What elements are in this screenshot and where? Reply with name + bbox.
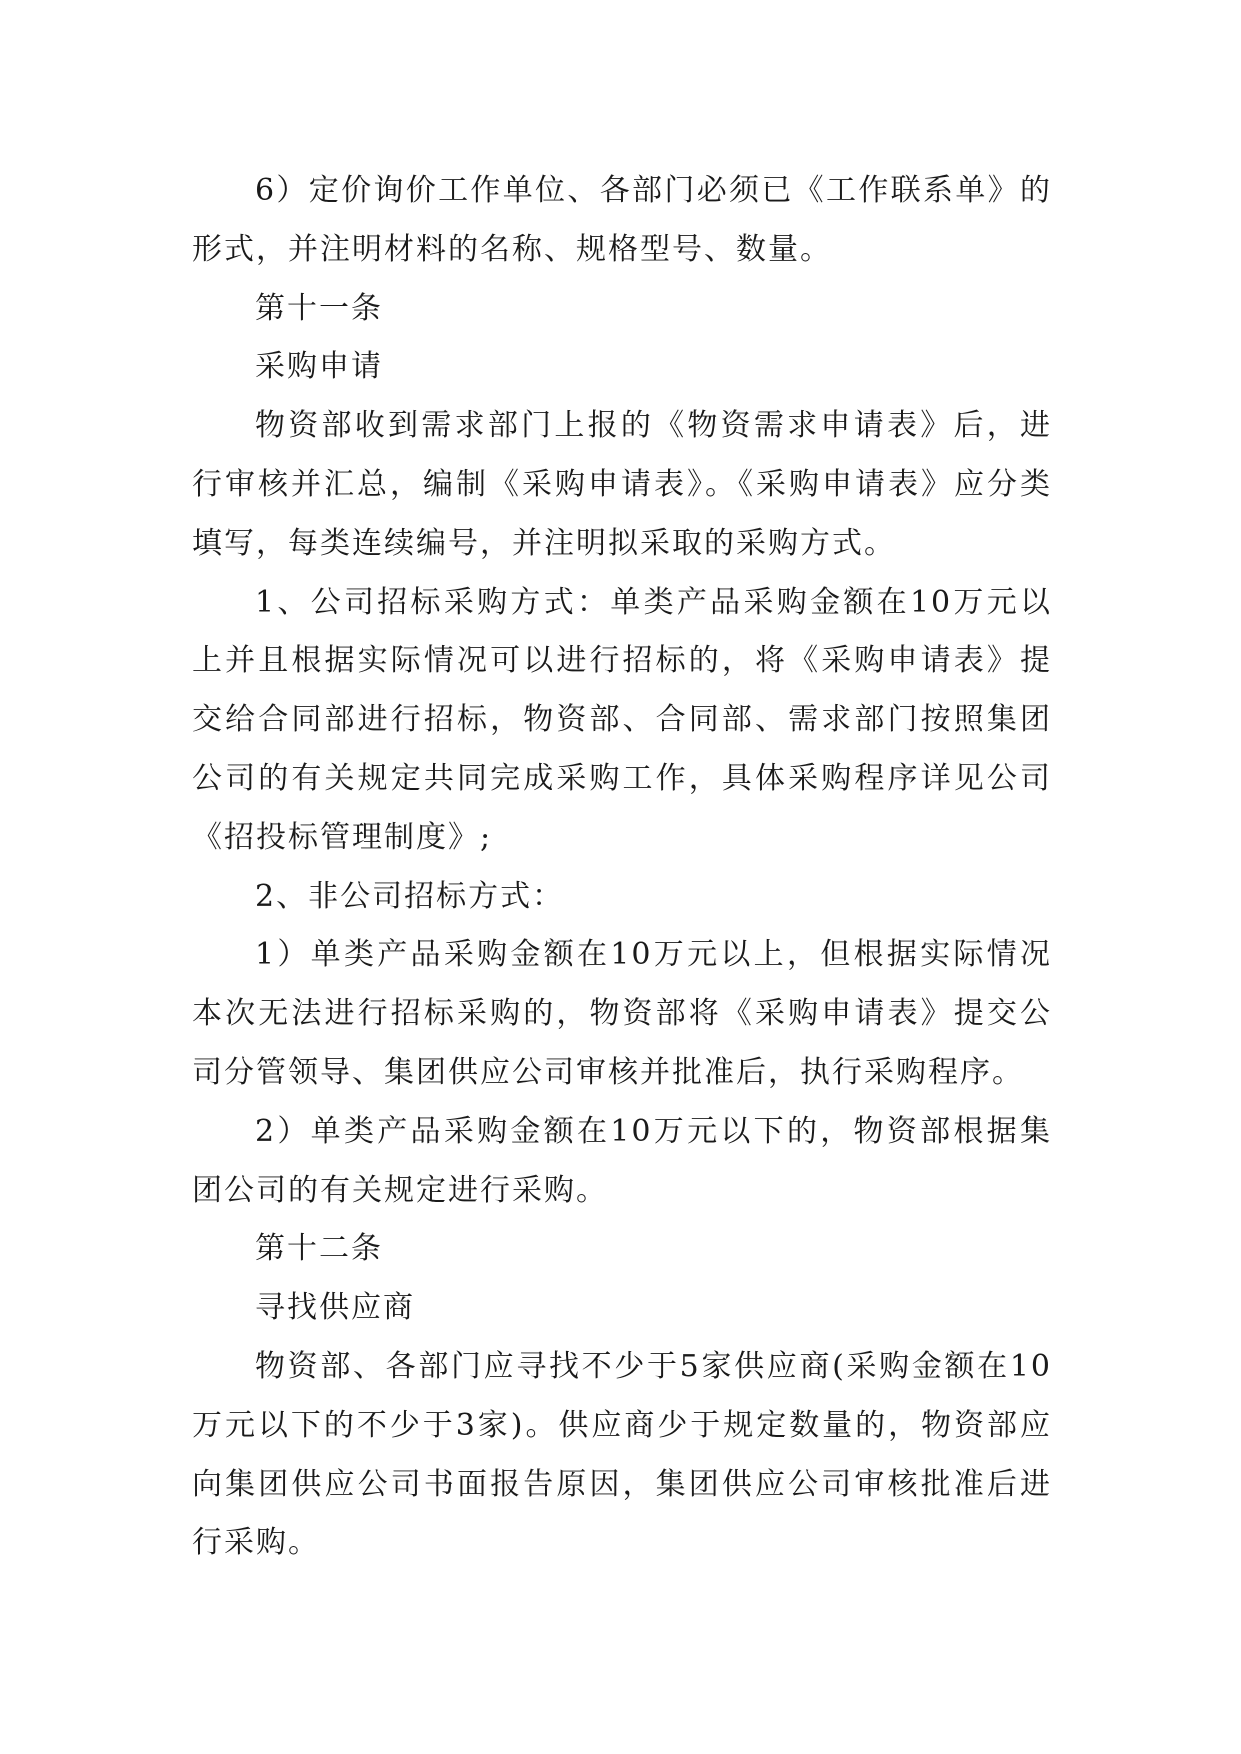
paragraph-non-bidding-heading: 2、非公司招标方式： [255, 878, 565, 914]
article-11-title: 采购申请 [255, 349, 383, 385]
paragraph-non-bidding-over-100k: 1）单类产品采购金额在10万元以上，但根据实际情况本次无法进行招标采购的，物资部将《采购申请表》提交公司分管领导、集团供应公司审核并批准后，执行采购程序。 [192, 937, 1052, 1090]
paragraph-purchase-application: 物资部收到需求部门上报的《物资需求申请表》后，进行审核并汇总，编制《采购申请表》。《采购申请表》应分类填写，每类连续编号，并注明拟采取的采购方式。 [192, 408, 1052, 561]
paragraph-supplier-search: 物资部、各部门应寻找不少于5家供应商(采购金额在10万元以下的不少于3家)。供应商少于规定数量的，物资部应向集团供应公司书面报告原因，集团供应公司审核批准后进行采购。 [192, 1348, 1052, 1561]
paragraph-company-bidding: 1、公司招标采购方式：单类产品采购金额在10万元以上并且根据实际情况可以进行招标的，将《采购申请表》提交给合同部进行招标，物资部、合同部、需求部门按照集团公司的有关规定共同完成采购工作，具体采购程序详见公司《招投标管理制度》; [192, 584, 1052, 855]
article-11-number: 第十一条 [255, 290, 383, 326]
paragraph-non-bidding-under-100k: 2）单类产品采购金额在10万元以下的，物资部根据集团公司的有关规定进行采购。 [192, 1113, 1052, 1208]
document-body [192, 162, 1052, 1573]
paragraph-inquiry-form-requirement: 6）定价询价工作单位、各部门必须已《工作联系单》的形式，并注明材料的名称、规格型号、数量。 [192, 173, 1052, 267]
article-12-number: 第十二条 [255, 1231, 383, 1267]
article-12-title: 寻找供应商 [255, 1290, 415, 1326]
